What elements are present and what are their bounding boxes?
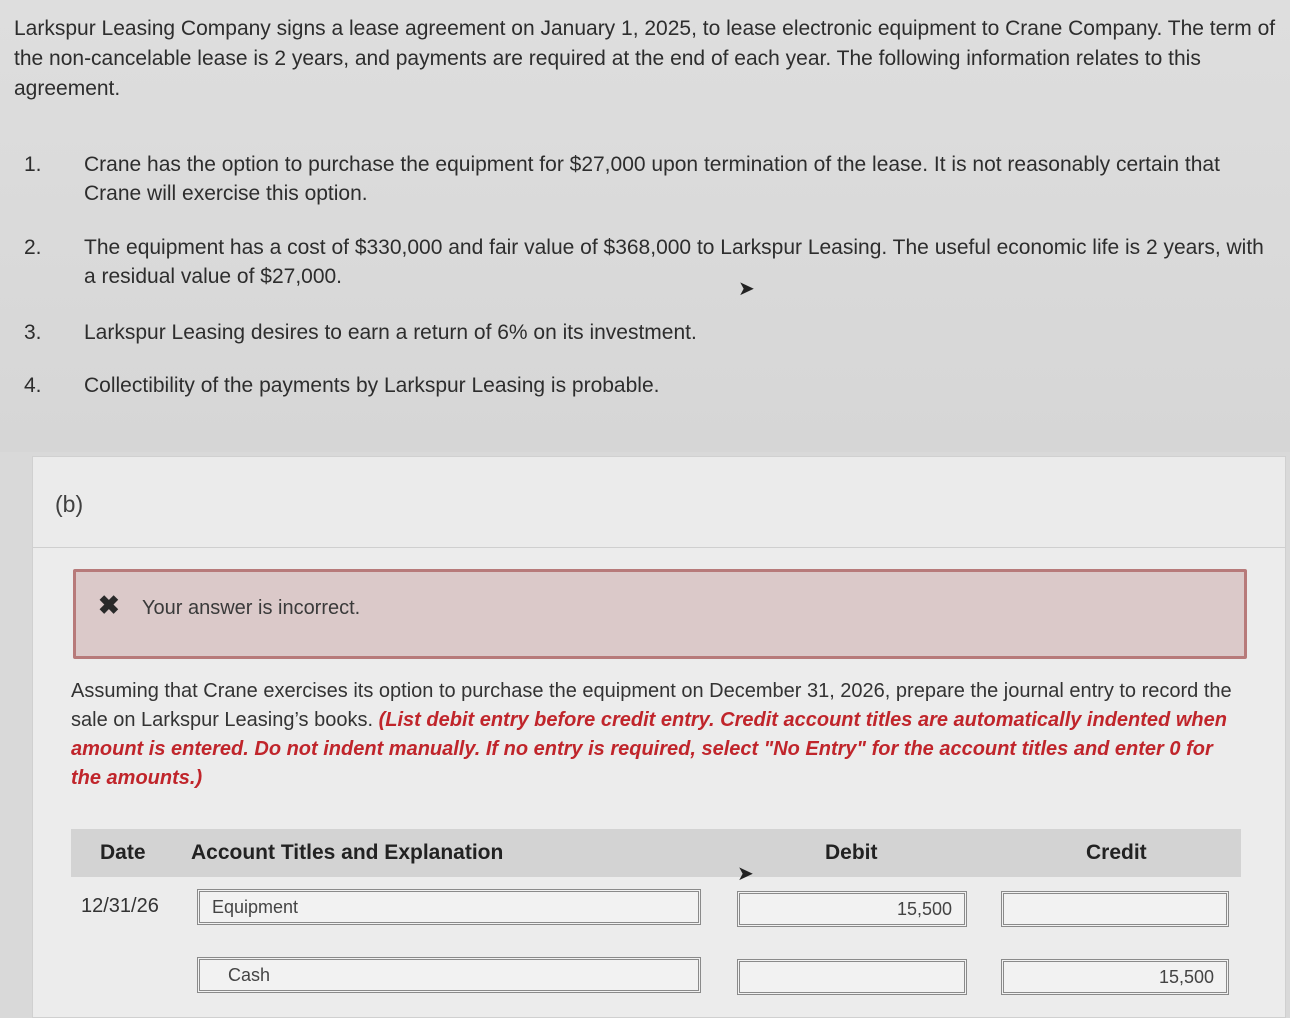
item-number: 1. [24,153,42,176]
debit-header: Debit [825,841,878,864]
journal-table-header [71,829,1241,877]
item-number: 2. [24,236,42,259]
credit-header: Credit [1086,841,1147,864]
question-text [71,677,1241,793]
account-title-field[interactable] [197,957,701,993]
feedback-text: Your answer is incorrect. [142,597,361,619]
debit-amount-field[interactable] [737,959,967,995]
intro-paragraph: Larkspur Leasing Company signs a lease agreement on January 1, 2025, to lease electronic equipment to Crane Company. The term of the non-cancelable lease is 2 years, and payments are required at the end of each year. The following information relates to this agreement. [14,17,1276,100]
mouse-pointer-icon: ➤ [737,863,754,885]
credit-amount-field[interactable] [1001,891,1229,927]
part-header [33,457,1285,548]
mouse-pointer-icon: ➤ [738,278,755,300]
question-panel [32,456,1286,1018]
date-header: Date [100,841,146,864]
part-label: (b) [55,491,84,517]
account-header: Account Titles and Explanation [191,841,504,864]
credit-amount-field[interactable] [1001,959,1229,995]
feedback-banner [73,569,1247,659]
question-instructions: (List debit entry before credit entry. Credit account titles are automatically indented when amount is entered. Do not indent manually. If no entry is required, select "No Entry" for the account titles and enter 0 for the amounts.) [71,709,1227,789]
problem-statement [0,0,1290,452]
question-body: Assuming that Crane exercises its option to purchase the equipment on December 31, 2026, prepare the journal entry to record the sale on Larkspur Leasing’s books. [71,680,1232,731]
item-text: Larkspur Leasing desires to earn a return of 6% on its investment. [84,321,697,344]
item-text: The equipment has a cost of $330,000 and fair value of $368,000 to Larkspur Leasing. The useful economic life is 2 years, with a residual value of $27,000. [84,236,1264,288]
close-icon: ✖ [98,590,120,620]
item-text: Crane has the option to purchase the equipment for $27,000 upon termination of the lease. It is not reasonably certain that Crane will exercise this option. [84,153,1220,205]
entry-date: 12/31/26 [81,895,159,917]
item-number: 4. [24,374,42,397]
account-title-field[interactable] [197,889,701,925]
debit-amount-field[interactable] [737,891,967,927]
item-number: 3. [24,321,42,344]
item-text: Collectibility of the payments by Larkspur Leasing is probable. [84,374,660,397]
